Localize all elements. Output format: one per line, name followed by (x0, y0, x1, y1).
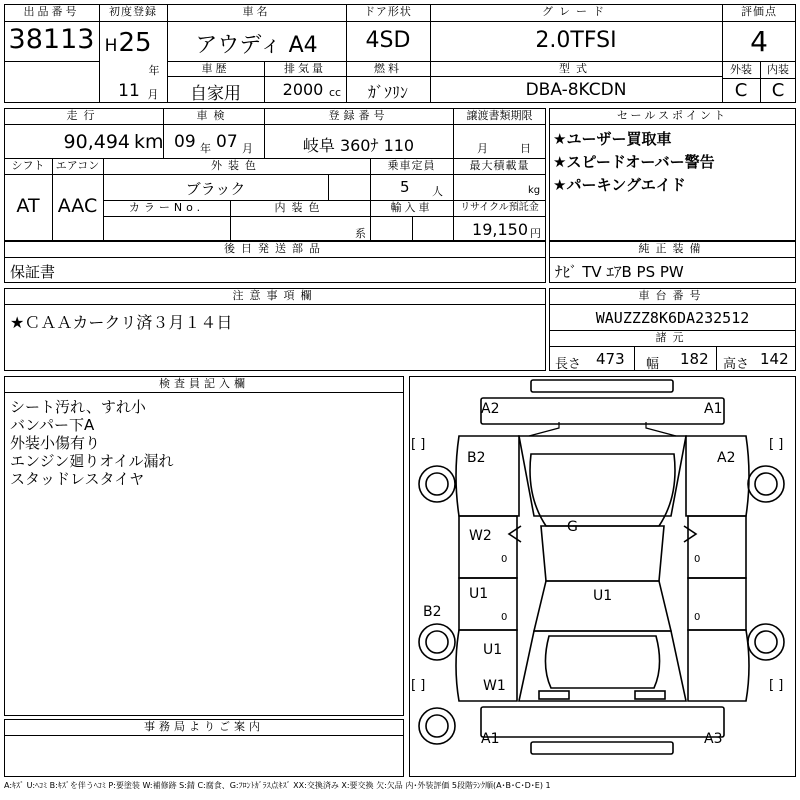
diagram-bracket-right-rear: [ ] (769, 678, 784, 693)
reg-era: H (104, 36, 118, 56)
doc-month-unit: 月 (477, 142, 488, 155)
mark-left-front: B2 (467, 450, 486, 466)
inspection-year: 09 (174, 132, 196, 152)
car-outline-diagram (409, 376, 796, 777)
inspector-line-3: 外装小傷有り (10, 434, 101, 452)
parts: 保証書 (10, 263, 56, 281)
history: 自家用 (190, 84, 241, 104)
recycle-label: リサイクル預託金 (460, 202, 539, 213)
width-label: 幅 (646, 357, 660, 372)
mark-windshield: G (567, 519, 578, 535)
height: 142 (760, 350, 789, 368)
grade: 2.0TFSI (535, 28, 617, 53)
max-load-label: 最大積載量 (469, 159, 530, 172)
exterior-color: ブラック (185, 180, 246, 198)
equipment-label: 純正装備 (638, 242, 707, 255)
max-load-unit: kg (528, 185, 541, 196)
reg-year-unit: 年 (148, 64, 160, 77)
recycle-unit: 円 (530, 227, 541, 240)
capacity-label: 乗車定員 (387, 159, 436, 172)
diagram-zero-4: 0 (694, 612, 701, 623)
height-label: 高さ (723, 357, 750, 372)
mark-left-door-front: W2 (469, 528, 492, 544)
sales-point-3: ★パーキングエイド (553, 176, 686, 194)
diagram-bracket-right-front: [ ] (769, 437, 784, 452)
plate-label: 登録番号 (328, 109, 389, 122)
shift: AT (16, 195, 40, 217)
dims-label: 諸元 (655, 331, 690, 344)
length-label: 長さ (555, 357, 582, 372)
car-name-label: 車名 (242, 5, 271, 18)
exterior-score: C (734, 80, 748, 101)
lot-number: 38113 (8, 24, 95, 55)
interior-label: 内装 (767, 63, 789, 76)
doc-deadline-label: 譲渡書類期限 (466, 109, 533, 122)
mileage-label: 走行 (66, 109, 101, 122)
recycle-fee: 19,150 (472, 220, 528, 239)
lot-label: 出品番号 (23, 5, 80, 18)
inspector-line-1: シート汚れ、すれ小 (10, 398, 146, 416)
reg-month: 11 (118, 81, 140, 101)
doc-day-unit: 日 (520, 142, 531, 155)
legend: A:ｷｽﾞ U:ﾍｺﾐ B:ｷｽﾞを伴うﾍｺﾐ P:要塗装 W:補修跡 S:錆 C:腐食、G:ﾌﾛﾝﾄｶﾞﾗｽ点ｷｽﾞ XX:交換済み X:要交換 欠:欠品 内･外装評価 5段階ﾗﾝｸ順(A･B･C･D･E) 1 (4, 781, 551, 790)
fuel: ｶﾞｿﾘﾝ (367, 83, 408, 102)
mark-left-door-rear: U1 (469, 586, 489, 602)
notes-label: 注意事項欄 (232, 289, 318, 302)
mark-right-front: A2 (717, 450, 736, 466)
mark-top-left: A2 (481, 401, 500, 417)
inspector-label: 検査員記入欄 (159, 377, 249, 390)
sales-point-1: ★ユーザー買取車 (553, 130, 672, 148)
inspector-line-5: スタッドレスタイヤ (10, 470, 145, 488)
model-label: 型式 (559, 62, 593, 75)
exterior-label: 外装 (730, 63, 752, 76)
diagram-bracket-left-rear: [ ] (411, 678, 426, 693)
width: 182 (680, 350, 709, 368)
chassis-label: 車台番号 (638, 289, 707, 302)
parts-label: 後日発送部品 (224, 242, 326, 255)
mark-left-rear: W1 (483, 678, 506, 694)
inspection-month: 07 (216, 132, 238, 152)
inspection-year-unit: 年 (200, 142, 211, 155)
displacement: 2000 (282, 80, 324, 99)
interior-color-label: 内装色 (274, 201, 326, 214)
model: DBA-8KCDN (525, 80, 627, 100)
inspector-line-4: エンジン廻りオイル漏れ (10, 452, 174, 470)
length: 473 (596, 350, 625, 368)
color-no-label: カラーNo. (128, 201, 205, 214)
first-reg-label: 初度登録 (109, 5, 157, 18)
inspection-label: 車検 (196, 109, 231, 122)
notes: ★ＣＡＡカークリ済３月１４日 (10, 313, 233, 332)
exterior-color-label: 外装色 (211, 159, 262, 172)
displacement-label: 排気量 (284, 62, 326, 75)
interior-score: C (771, 80, 785, 101)
door-type: 4SD (365, 28, 411, 53)
reg-month-unit: 月 (147, 88, 159, 101)
score: 4 (750, 25, 768, 58)
diagram-bracket-left-front: [ ] (411, 437, 426, 452)
inspection-month-unit: 月 (242, 142, 253, 155)
import-label: 輸入車 (390, 201, 433, 214)
mark-top-right: A1 (704, 401, 723, 417)
mileage: 90,494 (63, 131, 130, 153)
interior-color-suffix: 系 (355, 227, 366, 240)
score-label: 評価点 (741, 5, 777, 18)
mileage-unit: km (134, 131, 164, 153)
history-label: 車歴 (201, 62, 230, 75)
car-name: アウディ A4 (195, 33, 318, 58)
diagram-zero-1: 0 (501, 554, 508, 565)
reg-year: 25 (118, 28, 152, 58)
mark-bottom-left: A1 (481, 731, 500, 747)
mark-left-rear-side: B2 (423, 604, 442, 620)
shift-label: シフト (11, 159, 45, 172)
fuel-label: 燃料 (374, 62, 402, 75)
mark-left-quarter: U1 (483, 642, 503, 658)
capacity: 5 (400, 178, 410, 196)
displacement-unit: cc (328, 86, 342, 99)
aircon-label: エアコン (55, 159, 100, 172)
diagram-zero-3: 0 (694, 554, 701, 565)
diagram-zero-2: 0 (501, 612, 508, 623)
capacity-unit: 人 (432, 185, 443, 198)
door-label: ドア形状 (364, 5, 412, 18)
office-label: 事務局よりご案内 (144, 720, 264, 733)
grade-label: グレード (542, 5, 610, 18)
chassis-number: WAUZZZ8K6DA232512 (595, 309, 750, 327)
sales-point-label: セールスポイント (616, 109, 728, 122)
inspector-line-2: バンパー下A (10, 416, 95, 434)
mark-roof: U1 (593, 588, 613, 604)
mark-bottom-right: A3 (704, 731, 723, 747)
equipment: ﾅﾋﾞ TV ｴｱB PS PW (555, 263, 684, 281)
sales-point-2: ★スピードオーバー警告 (553, 153, 715, 171)
plate-number: 岐阜 360ﾅ 110 (302, 136, 415, 155)
aircon: AAC (57, 195, 98, 217)
